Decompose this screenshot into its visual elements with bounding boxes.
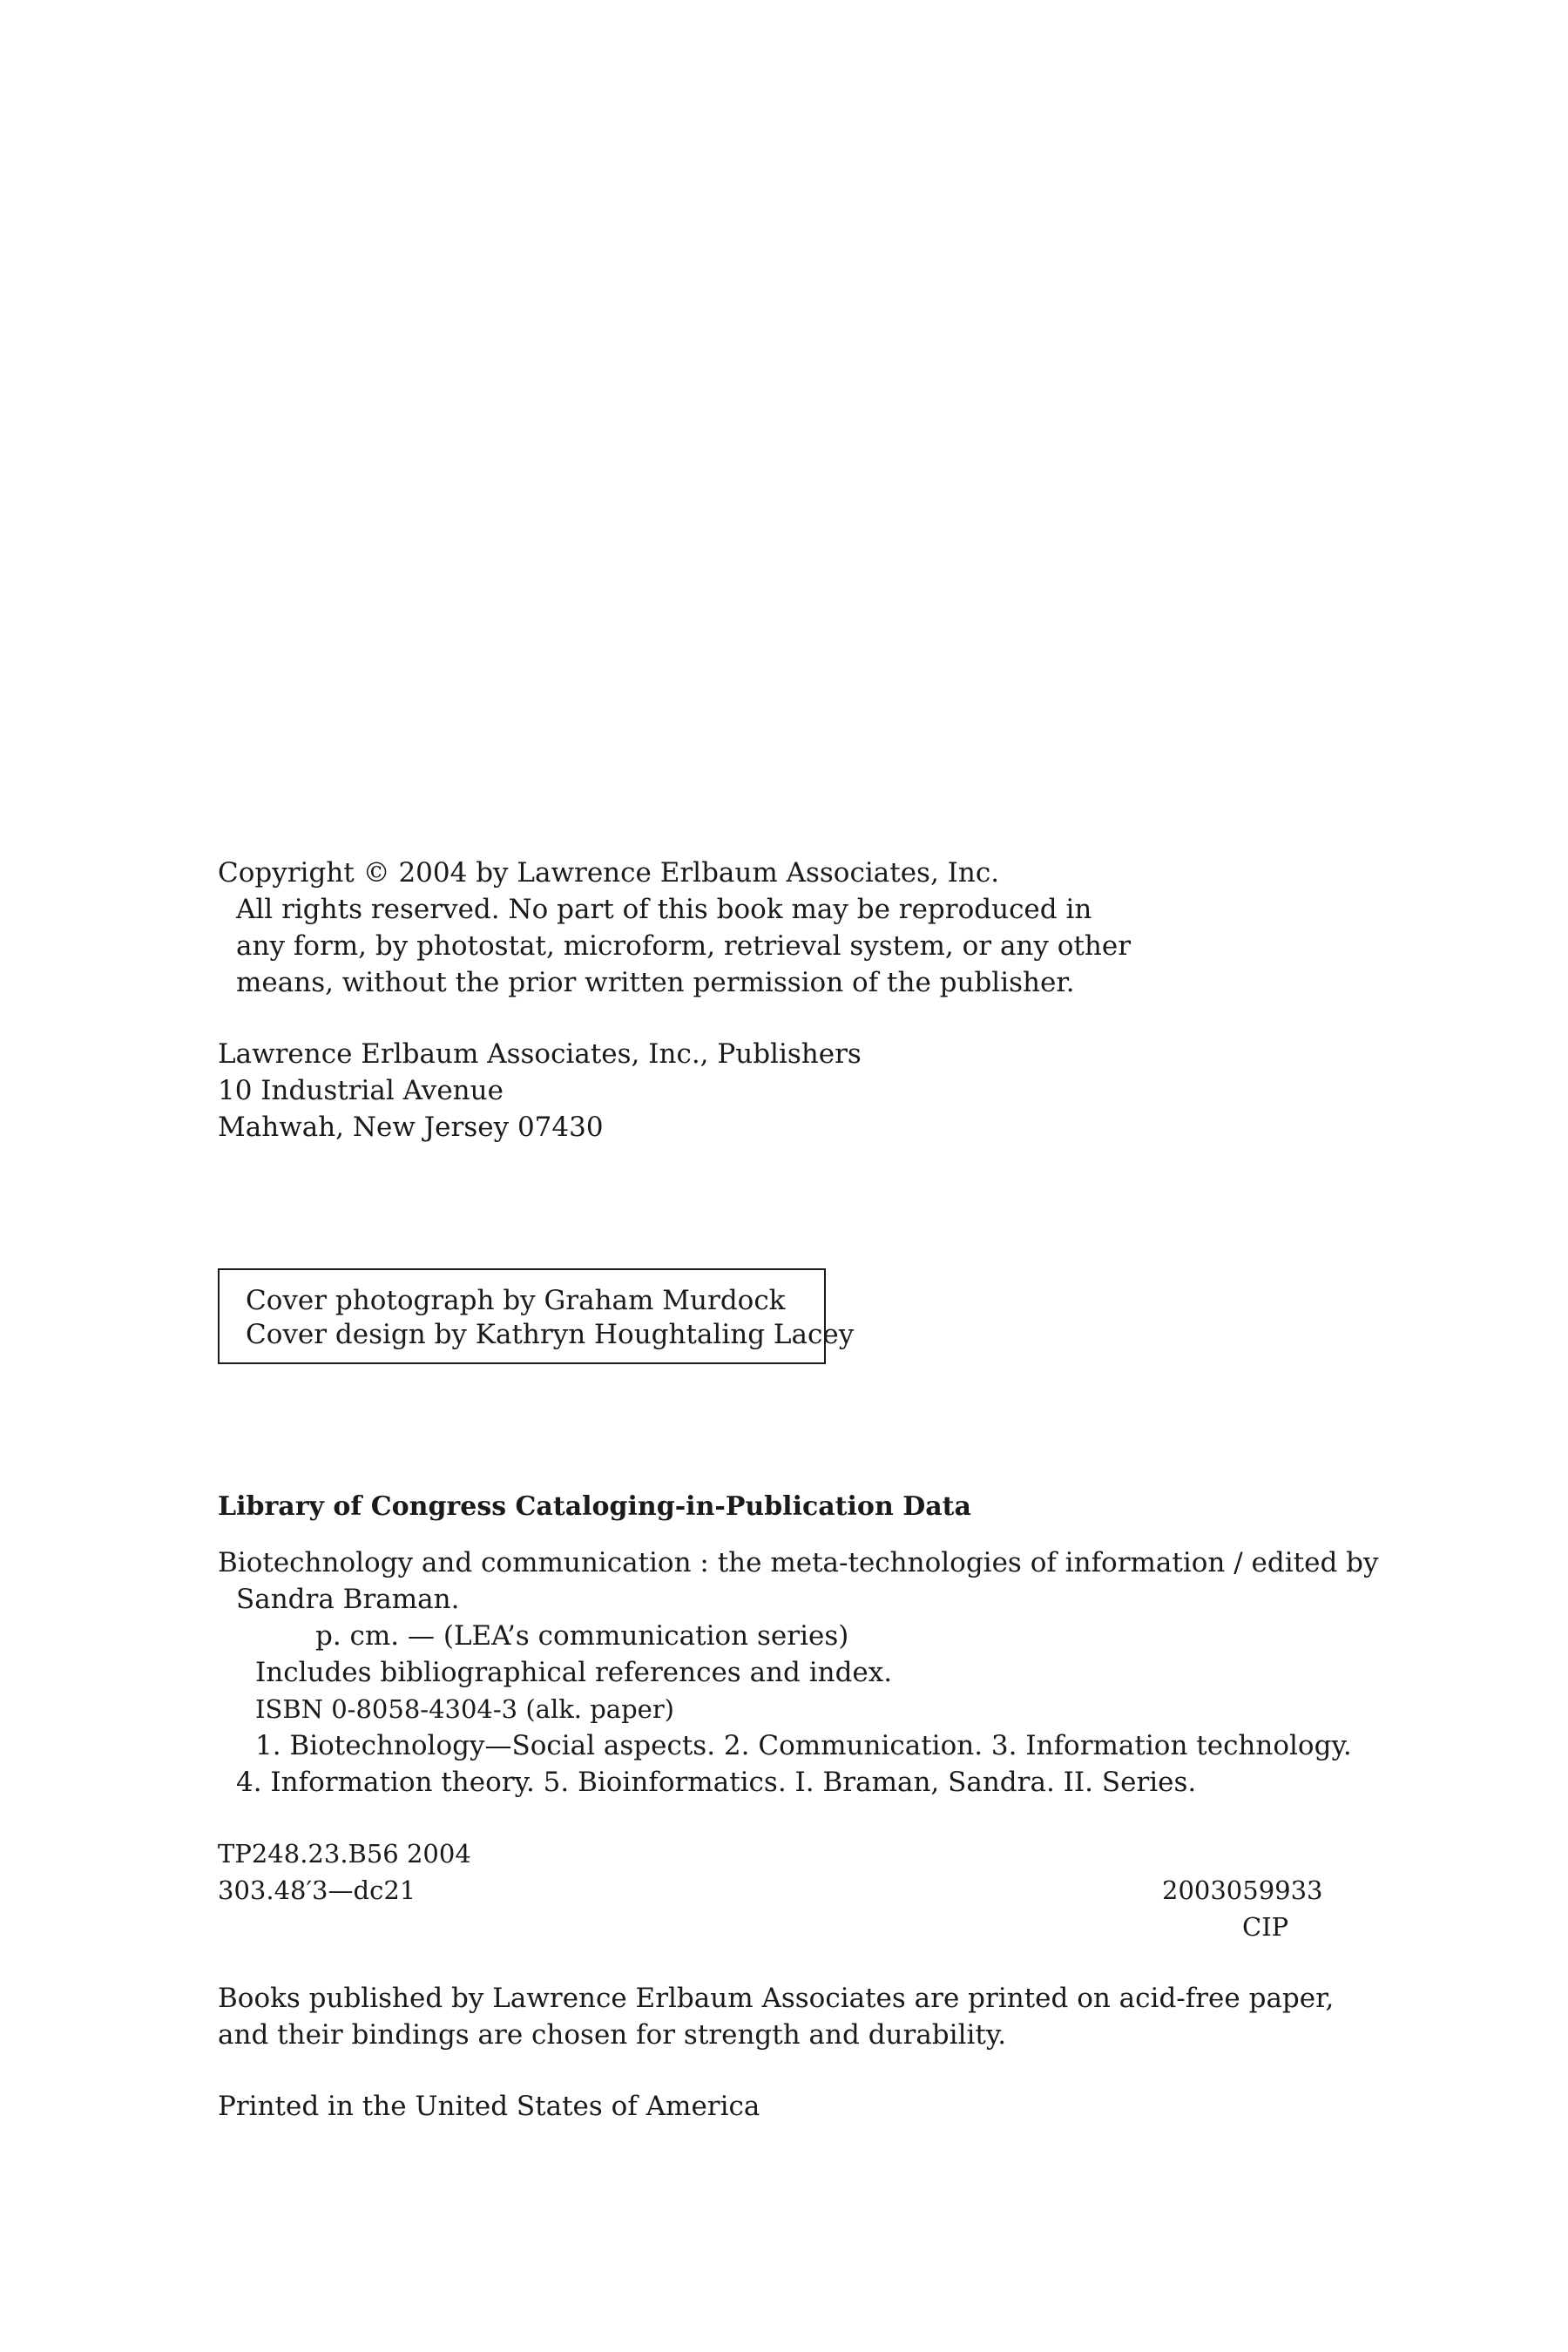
rights-line-3: means, without the prior written permission of the publisher.	[236, 967, 1075, 998]
cover-credits-box	[218, 1268, 855, 1364]
rights-line-2: any form, by photostat, microform, retrieval system, or any other	[236, 930, 1132, 962]
cip-lc-class: TP248.23.B56 2004	[218, 1839, 471, 1869]
printed-in: Printed in the United States of America	[218, 2091, 760, 2122]
cover-photo-credit: Cover photograph by Graham Murdock	[246, 1285, 786, 1316]
publisher-city: Mahwah, New Jersey 07430	[218, 1112, 604, 1143]
publisher-street: 10 Industrial Avenue	[218, 1075, 504, 1106]
paper-notice-line-1: Books published by Lawrence Erlbaum Associates are printed on acid-free paper,	[218, 1983, 1335, 2014]
cip-dewey: 303.48′3—dc21	[218, 1876, 416, 1905]
cip-subjects-line-2: 4. Information theory. 5. Bioinformatics. I. Braman, Sandra. II. Series.	[236, 1767, 1197, 1798]
cip-pages: p. cm. — (LEA’s communication series)	[315, 1620, 849, 1652]
publisher-name: Lawrence Erlbaum Associates, Inc., Publishers	[218, 1038, 862, 1070]
rights-line-1: All rights reserved. No part of this book may be reproduced in	[236, 894, 1092, 925]
cip-title-line-1: Biotechnology and communication : the meta-technologies of information / edited by	[218, 1547, 1379, 1578]
cip-isbn: ISBN 0-8058-4304-3 (alk. paper)	[255, 1694, 674, 1724]
cip-title-line-2: Sandra Braman.	[236, 1584, 460, 1615]
cip-lccn: 2003059933	[1162, 1876, 1323, 1905]
cip-heading: Library of Congress Cataloging-in-Publication Data	[218, 1491, 971, 1522]
cip-label: CIP	[1242, 1912, 1289, 1942]
cip-includes: Includes bibliographical references and index.	[255, 1657, 893, 1688]
cip-subjects-line-1: 1. Biotechnology—Social aspects. 2. Communication. 3. Information technology.	[255, 1730, 1352, 1761]
copyright-line: Copyright © 2004 by Lawrence Erlbaum Associates, Inc.	[218, 857, 1000, 889]
paper-notice-line-2: and their bindings are chosen for strength and durability.	[218, 2019, 1007, 2051]
cover-design-credit: Cover design by Kathryn Houghtaling Lacey	[246, 1319, 855, 1350]
